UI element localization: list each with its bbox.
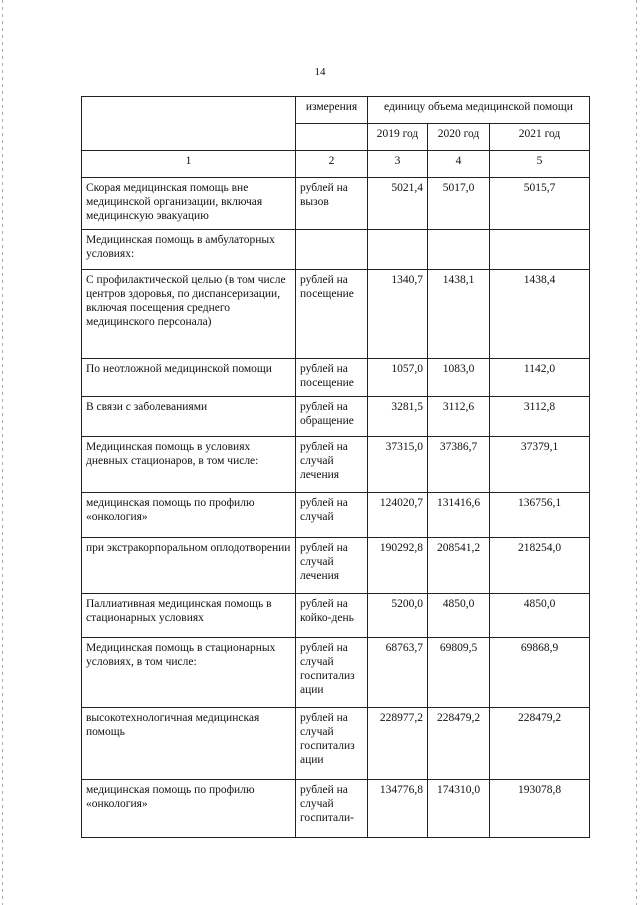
row-value-2020: 37386,7: [428, 437, 490, 493]
row-value-2020: 1083,0: [428, 359, 490, 397]
row-value-2019: 5021,4: [368, 178, 428, 230]
row-name: при экстракорпоральном оплодотворении: [82, 538, 296, 594]
row-unit: рублей на случай госпитализ ации: [296, 708, 368, 780]
row-value-2019: 3281,5: [368, 397, 428, 437]
row-value-2021: 3112,8: [490, 397, 590, 437]
row-value-2019: [368, 230, 428, 270]
row-value-2021: 228479,2: [490, 708, 590, 780]
column-number-2: 2: [296, 151, 368, 178]
row-name: В связи с заболеваниями: [82, 397, 296, 437]
row-unit: рублей на случай лечения: [296, 538, 368, 594]
row-unit: рублей на случай: [296, 493, 368, 538]
left-binding-edge: [2, 0, 3, 905]
row-value-2019: 124020,7: [368, 493, 428, 538]
row-name: Медицинская помощь в условиях дневных стационаров, в том числе:: [82, 437, 296, 493]
row-value-2021: [490, 230, 590, 270]
row-name: Медицинская помощь в стационарных условиях, в том числе:: [82, 638, 296, 708]
row-value-2021: 1438,4: [490, 270, 590, 359]
row-unit: [296, 230, 368, 270]
row-value-2021: 193078,8: [490, 780, 590, 838]
row-unit: рублей на обращение: [296, 397, 368, 437]
row-value-2020: 4850,0: [428, 594, 490, 638]
row-value-2019: 134776,8: [368, 780, 428, 838]
column-number-3: 3: [368, 151, 428, 178]
table-row: [82, 178, 590, 230]
row-value-2020: 174310,0: [428, 780, 490, 838]
column-numbers-row: [82, 151, 590, 178]
table-row: [82, 270, 590, 359]
header-row-1: [82, 97, 590, 124]
column-number-4: 4: [428, 151, 490, 178]
row-value-2019: 5200,0: [368, 594, 428, 638]
row-name: медицинская помощь по профилю «онкология»: [82, 493, 296, 538]
row-value-2021: 1142,0: [490, 359, 590, 397]
row-unit: рублей на посещение: [296, 270, 368, 359]
row-value-2020: 208541,2: [428, 538, 490, 594]
row-name: Медицинская помощь в амбулаторных условиях:: [82, 230, 296, 270]
row-name: Скорая медицинская помощь вне медицинской организации, включая медицинскую эвакуацию: [82, 178, 296, 230]
row-value-2020: 69809,5: [428, 638, 490, 708]
row-value-2020: 5017,0: [428, 178, 490, 230]
table-row: [82, 638, 590, 708]
right-binding-edge: [636, 0, 637, 905]
row-unit: рублей на случай лечения: [296, 437, 368, 493]
row-value-2019: 228977,2: [368, 708, 428, 780]
table-row: [82, 594, 590, 638]
table-row: [82, 359, 590, 397]
header-year-2020: 2020 год: [428, 124, 490, 151]
row-unit: рублей на вызов: [296, 178, 368, 230]
row-value-2019: 190292,8: [368, 538, 428, 594]
row-value-2019: 1057,0: [368, 359, 428, 397]
page-number: 14: [314, 66, 326, 78]
column-number-1: 1: [82, 151, 296, 178]
row-value-2021: 37379,1: [490, 437, 590, 493]
row-unit: рублей на посещение: [296, 359, 368, 397]
row-value-2020: 228479,2: [428, 708, 490, 780]
row-value-2019: 1340,7: [368, 270, 428, 359]
row-value-2021: 4850,0: [490, 594, 590, 638]
row-value-2021: 136756,1: [490, 493, 590, 538]
table-row: [82, 397, 590, 437]
header-year-2019: 2019 год: [368, 124, 428, 151]
table-row: [82, 780, 590, 838]
table-row: [82, 493, 590, 538]
header-unit-label: измерения: [296, 97, 368, 124]
row-value-2019: 37315,0: [368, 437, 428, 493]
column-number-5: 5: [490, 151, 590, 178]
table-row: [82, 230, 590, 270]
table-row: [82, 437, 590, 493]
table-row: [82, 708, 590, 780]
header-group-label: единицу объема медицинской помощи: [368, 97, 590, 124]
row-value-2021: 218254,0: [490, 538, 590, 594]
header-empty-cell: [82, 97, 296, 151]
header-unit-continued: [296, 124, 368, 151]
row-name: медицинская помощь по профилю «онкология»: [82, 780, 296, 838]
row-name: Паллиативная медицинская помощь в стационарных условиях: [82, 594, 296, 638]
row-name: С профилактической целью (в том числе центров здоровья, по диспансеризации, включая посещения среднего медицинского персонала): [82, 270, 296, 359]
row-value-2020: 131416,6: [428, 493, 490, 538]
row-unit: рублей на случай госпитализ ации: [296, 638, 368, 708]
cost-table: [81, 96, 590, 838]
row-value-2020: 3112,6: [428, 397, 490, 437]
row-value-2020: 1438,1: [428, 270, 490, 359]
row-value-2021: 5015,7: [490, 178, 590, 230]
row-name: По неотложной медицинской помощи: [82, 359, 296, 397]
row-unit: рублей на койко-день: [296, 594, 368, 638]
header-year-2021: 2021 год: [490, 124, 590, 151]
row-value-2019: 68763,7: [368, 638, 428, 708]
row-unit: рублей на случай госпитали-: [296, 780, 368, 838]
row-value-2020: [428, 230, 490, 270]
row-name: высокотехнологичная медицинская помощь: [82, 708, 296, 780]
row-value-2021: 69868,9: [490, 638, 590, 708]
table-row: [82, 538, 590, 594]
